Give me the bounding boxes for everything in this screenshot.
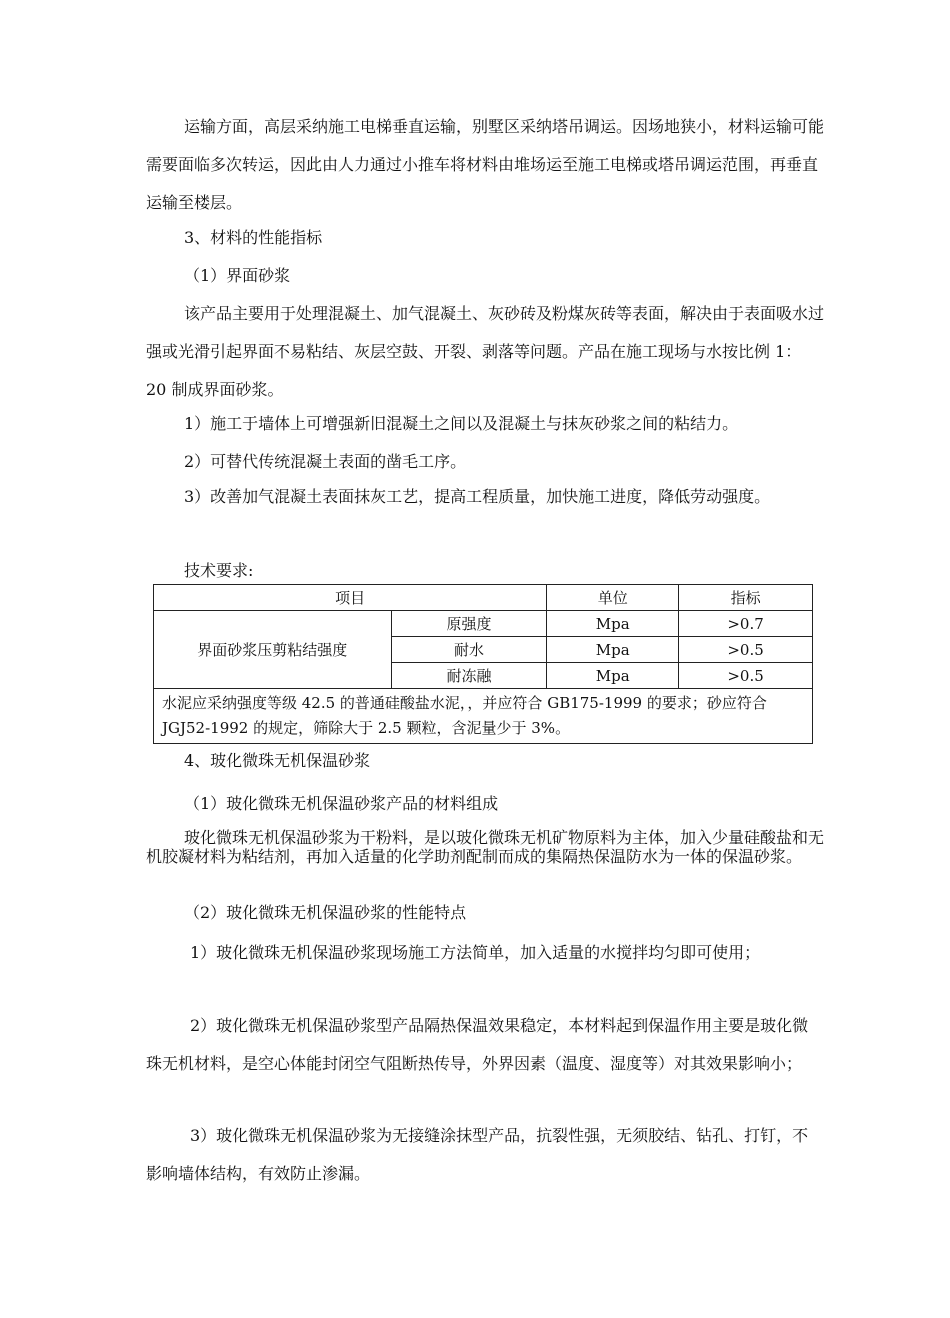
paragraph-transport: 运输方面，高层采纳施工电梯垂直运输，别墅区采纳塔吊调运。因场地狭小，材料运输可能需要面临多次转运，因此由人力通过小推车将材料由堆场运至施工电梯或塔吊调运范围，再垂直运输至楼层。 xyxy=(146,117,825,212)
spec-table xyxy=(153,584,813,744)
row-name: 耐水 xyxy=(391,637,547,663)
header-index: 指标 xyxy=(679,585,813,611)
list-item-interface-3: 3）改善加气混凝土表面抹灰工艺，提高工程质量，加快施工进度，降低劳动强度。 xyxy=(184,487,771,506)
group-label: 界面砂浆压剪粘结强度 xyxy=(154,611,392,689)
section-4-title: 4、玻化微珠无机保温砂浆 xyxy=(184,751,371,770)
row-unit: Mpa xyxy=(547,611,679,637)
header-unit: 单位 xyxy=(547,585,679,611)
row-value: >0.7 xyxy=(679,611,813,637)
table-row xyxy=(154,611,813,637)
tech-requirements-label: 技术要求: xyxy=(184,561,254,580)
table-note: 水泥应采纳强度等级 42.5 的普通硅酸盐水泥，，并应符合 GB175-1999 的要求；砂应符合 JGJ52-1992 的规定，筛除大于 2.5 颗粒，含泥量少于 3%。 xyxy=(154,689,813,744)
table-note-row xyxy=(154,689,813,744)
section-4-1-title: （1）玻化微珠无机保温砂浆产品的材料组成 xyxy=(184,794,499,813)
row-unit: Mpa xyxy=(547,637,679,663)
row-value: >0.5 xyxy=(679,637,813,663)
section-3-title: 3、材料的性能指标 xyxy=(184,228,323,247)
list-item-feature-2: 2）玻化微珠无机保温砂浆型产品隔热保温效果稳定，本材料起到保温作用主要是玻化微珠无机材料，是空心体能封闭空气阻断热传导，外界因素（温度、湿度等）对其效果影响小； xyxy=(146,1016,809,1073)
section-3-1-title: （1）界面砂浆 xyxy=(184,266,291,285)
row-name: 原强度 xyxy=(391,611,547,637)
list-item-interface-2: 2）可替代传统混凝土表面的凿毛工序。 xyxy=(184,452,467,471)
section-4-2-title: （2）玻化微珠无机保温砂浆的性能特点 xyxy=(184,903,467,922)
list-item-feature-3: 3）玻化微珠无机保温砂浆为无接缝涂抹型产品，抗裂性强，无须胶结、钻孔、打钉，不影响墙体结构，有效防止渗漏。 xyxy=(146,1126,809,1183)
paragraph-interface-mortar: 该产品主要用于处理混凝土、加气混凝土、灰砂砖及粉煤灰砖等表面，解决由于表面吸水过强或光滑引起界面不易粘结、灰层空鼓、开裂、剥落等问题。产品在施工现场与水按比例 1： 20 制成界面砂浆。 xyxy=(146,304,825,399)
paragraph-material-composition: 玻化微珠无机保温砂浆为干粉料，是以玻化微珠无机矿物原料为主体，加入少量硅酸盐和无机胶凝材料为粘结剂，再加入适量的化学助剂配制而成的集隔热保温防水为一体的保温砂浆。 xyxy=(146,828,825,866)
list-item-interface-1: 1）施工于墙体上可增强新旧混凝土之间以及混凝土与抹灰砂浆之间的粘结力。 xyxy=(184,414,739,433)
header-item: 项目 xyxy=(154,585,547,611)
row-value: >0.5 xyxy=(679,663,813,689)
row-unit: Mpa xyxy=(547,663,679,689)
row-name: 耐冻融 xyxy=(391,663,547,689)
table-header-row xyxy=(154,585,813,611)
list-item-feature-1: 1）玻化微珠无机保温砂浆现场施工方法简单，加入适量的水搅拌均匀即可使用； xyxy=(190,943,761,962)
